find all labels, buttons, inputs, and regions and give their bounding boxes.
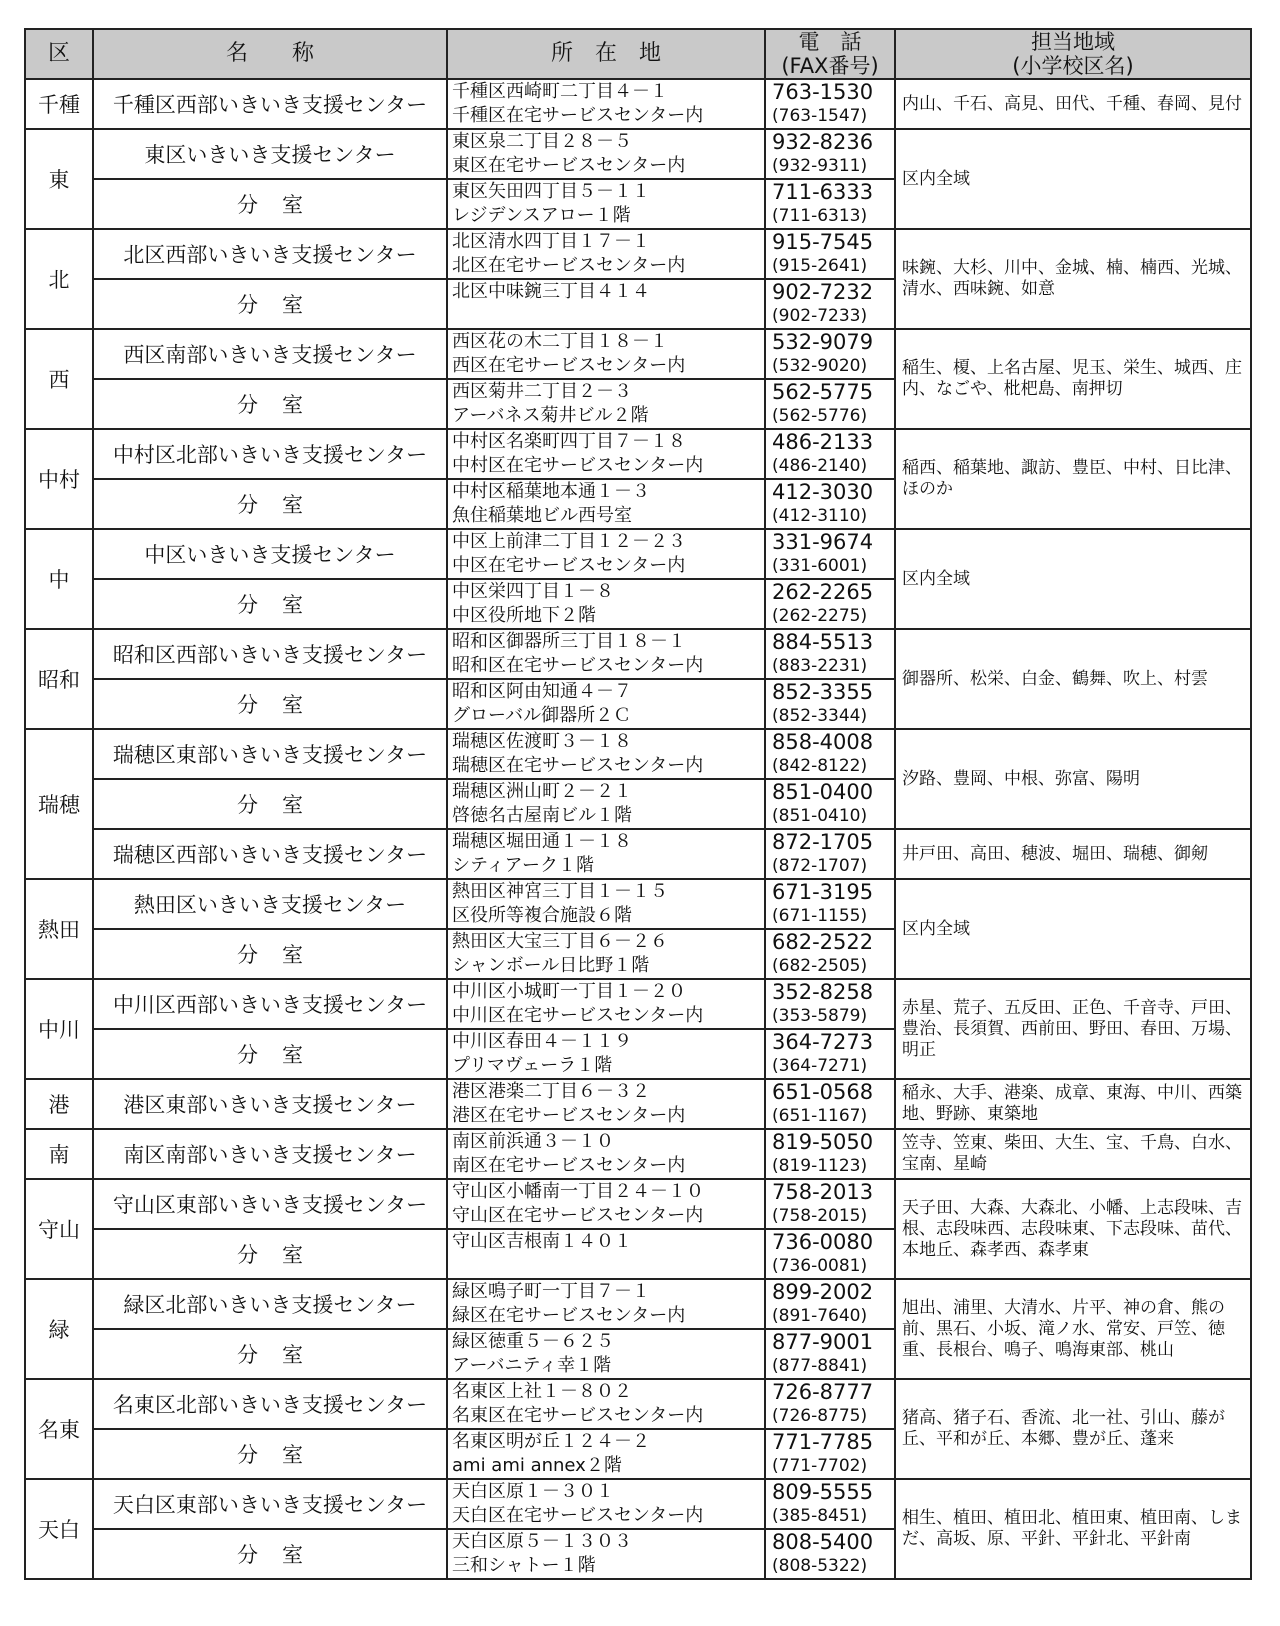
phone-cell [765,179,895,229]
phone-cell [765,629,895,679]
address-cell [447,1079,765,1129]
phone-number: 915-7545 [772,230,874,254]
center-name-cell: 分室 [93,779,447,829]
address-line: 中区上前津二丁目１２－２３ [452,531,686,552]
address-line: 瑞穂区堀田通１－１８ [452,831,632,852]
address-sub-line: 西区在宅サービスセンター内 [452,355,686,376]
address-cell [447,629,765,679]
phone-cell [765,379,895,429]
service-area-cell: 井戸田、高田、穂波、堀田、瑞穂、御剱 [895,829,1251,879]
address-line: 中区栄四丁目１－８ [452,581,614,602]
ward-group [25,629,1251,729]
phone-number: 852-3355 [772,680,874,704]
ward-group [25,1179,1251,1279]
table-row [25,79,1251,129]
center-name-cell: 昭和区西部いきいき支援センター [93,629,447,679]
fax-number: (842-8122) [772,756,868,776]
center-name-cell: 中区いきいき支援センター [93,529,447,579]
table-row [25,129,1251,179]
phone-cell [765,479,895,529]
ward-cell: 西 [25,329,93,429]
center-name-cell: 分室 [93,1429,447,1479]
address-cell [447,1229,765,1279]
address-line: 熱田区神宮三丁目１－１５ [452,881,668,902]
phone-number: 736-0080 [772,1230,874,1254]
table-row [25,829,1251,879]
center-name-cell: 千種区西部いきいき支援センター [93,79,447,129]
phone-number: 562-5775 [772,380,874,404]
address-sub-line: アーバネス菊井ビル２階 [452,405,649,426]
address-line: 中川区春田４－１１９ [452,1031,632,1052]
address-line: 西区花の木二丁目１８－１ [452,331,668,352]
phone-number: 877-9001 [772,1330,874,1354]
ward-group [25,729,1251,879]
phone-number: 902-7232 [772,280,874,304]
phone-number: 758-2013 [772,1180,874,1204]
fax-number: (682-2505) [772,956,868,976]
address-cell [447,79,765,129]
ward-cell: 港 [25,1079,93,1129]
center-name-cell: 分室 [93,579,447,629]
ward-cell: 東 [25,129,93,229]
address-line: 熱田区大宝三丁目６－２６ [452,931,668,952]
fax-number: (562-5776) [772,406,868,426]
fax-number: (651-1167) [772,1106,868,1126]
phone-cell [765,429,895,479]
phone-cell [765,579,895,629]
address-cell [447,129,765,179]
ward-cell: 瑞穂 [25,729,93,879]
table-row [25,1129,1251,1179]
ward-group [25,129,1251,229]
ward-group [25,879,1251,979]
phone-cell [765,1529,895,1579]
address-cell [447,1279,765,1329]
ward-group [25,79,1251,129]
fax-number: (364-7271) [772,1056,868,1076]
address-cell [447,579,765,629]
phone-cell [765,329,895,379]
header-ward: 区 [25,29,93,79]
table-row [25,979,1251,1029]
header-row [25,29,1251,79]
center-name-cell: 東区いきいき支援センター [93,129,447,179]
fax-number: (852-3344) [772,706,868,726]
center-name-cell: 分室 [93,179,447,229]
center-name-cell: 名東区北部いきいき支援センター [93,1379,447,1429]
address-sub-line: 魚住稲葉地ビル西号室 [452,505,632,526]
ward-cell: 千種 [25,79,93,129]
fax-number: (771-7702) [772,1456,868,1476]
fax-number: (532-9020) [772,356,868,376]
service-area-cell: 区内全域 [895,129,1251,229]
address-cell [447,1129,765,1179]
ward-cell: 中 [25,529,93,629]
phone-cell [765,879,895,929]
header-tel-label: 電 話 [798,30,862,54]
table-row [25,1479,1251,1529]
phone-number: 532-9079 [772,330,874,354]
address-sub-line [452,1254,764,1278]
phone-cell [765,729,895,779]
address-line: 中川区小城町一丁目１－２０ [452,981,686,1002]
center-name-cell: 緑区北部いきいき支援センター [93,1279,447,1329]
phone-cell [765,129,895,179]
phone-cell [765,79,895,129]
phone-cell [765,229,895,279]
address-line: 名東区明が丘１２４－２ [452,1431,650,1452]
table-row [25,629,1251,679]
ward-cell: 中村 [25,429,93,529]
address-line: 西区菊井二丁目２－３ [452,381,632,402]
address-line: 昭和区御器所三丁目１８－１ [452,631,686,652]
service-area-cell: 稲生、榎、上名古屋、児玉、栄生、城西、庄内、なごや、枇杷島、南押切 [895,329,1251,429]
table-row [25,1079,1251,1129]
fax-number: (262-2275) [772,606,868,626]
address-line: 北区中味鋺三丁目４１４ [452,281,650,302]
fax-number: (902-7233) [772,306,868,326]
address-cell [447,1029,765,1079]
ward-group [25,1379,1251,1479]
address-cell [447,529,765,579]
center-name-cell: 分室 [93,679,447,729]
address-line: 東区泉二丁目２８－５ [452,131,632,152]
address-sub-line: アーバニティ幸１階 [452,1355,612,1376]
ward-cell: 北 [25,229,93,329]
service-area-cell: 味鋺、大杉、川中、金城、楠、楠西、光城、清水、西味鋺、如意 [895,229,1251,329]
address-cell [447,1529,765,1579]
phone-number: 726-8777 [772,1380,874,1404]
fax-number: (915-2641) [772,256,868,276]
center-name-cell: 瑞穂区西部いきいき支援センター [93,829,447,879]
address-line: 名東区上社１－８０２ [452,1381,632,1402]
ward-cell: 名東 [25,1379,93,1479]
ward-cell: 熱田 [25,879,93,979]
address-sub-line: シティアーク１階 [452,855,595,876]
ward-group [25,979,1251,1079]
address-line: 中村区名楽町四丁目７－１８ [452,431,686,452]
address-sub-line: 中村区在宅サービスセンター内 [452,455,704,476]
address-sub-line: グローバル御器所２Ｃ [452,705,632,726]
service-area-cell: 天子田、大森、大森北、小幡、上志段味、吉根、志段味西、志段味東、下志段味、苗代、本地丘、森孝西、森孝東 [895,1179,1251,1279]
center-name-cell: 分室 [93,1229,447,1279]
address-sub-line: プリマヴェーラ１階 [452,1055,613,1076]
address-cell [447,379,765,429]
address-cell [447,929,765,979]
service-area-cell: 猪高、猪子石、香流、北一社、引山、藤が丘、平和が丘、本郷、豊が丘、蓬来 [895,1379,1251,1479]
fax-number: (877-8841) [772,1356,868,1376]
header-name: 名 称 [93,29,447,79]
ward-group [25,1129,1251,1179]
address-line: 天白区原１－３０１ [452,1481,614,1502]
address-sub-line: 天白区在宅サービスセンター内 [452,1505,704,1526]
center-table [24,28,1252,1580]
address-sub-line: 区役所等複合施設６階 [452,905,632,926]
phone-number: 809-5555 [772,1480,874,1504]
address-cell [447,1479,765,1529]
address-sub-line: 北区在宅サービスセンター内 [452,255,686,276]
fax-number: (385-8451) [772,1506,868,1526]
address-line: 北区清水四丁目１７－１ [452,231,650,252]
table-row [25,879,1251,929]
table-row [25,329,1251,379]
phone-cell [765,1479,895,1529]
fax-number: (726-8775) [772,1406,868,1426]
table-row [25,529,1251,579]
phone-number: 352-8258 [772,980,874,1004]
fax-number: (891-7640) [772,1306,868,1326]
center-name-cell: 北区西部いきいき支援センター [93,229,447,279]
phone-number: 932-8236 [772,130,874,154]
address-line: 守山区小幡南一丁目２４－１０ [452,1181,704,1202]
address-cell [447,729,765,779]
address-cell [447,229,765,279]
phone-cell [765,1079,895,1129]
address-sub-line: 中区在宅サービスセンター内 [452,555,686,576]
phone-number: 771-7785 [772,1430,874,1454]
ward-cell: 天白 [25,1479,93,1579]
phone-number: 858-4008 [772,730,874,754]
service-area-cell: 区内全域 [895,879,1251,979]
fax-number: (331-6001) [772,556,868,576]
phone-cell [765,1329,895,1379]
fax-number: (412-3110) [772,506,868,526]
fax-number: (486-2140) [772,456,868,476]
phone-cell [765,1129,895,1179]
address-sub-line: 三和シャトー１階 [452,1555,596,1576]
phone-number: 899-2002 [772,1280,874,1304]
ward-cell: 昭和 [25,629,93,729]
service-area-cell: 赤星、荒子、五反田、正色、千音寺、戸田、豊治、長須賀、西前田、野田、春田、万場、明正 [895,979,1251,1079]
phone-cell [765,1429,895,1479]
table-row [25,1179,1251,1229]
ward-cell: 緑 [25,1279,93,1379]
address-line: 千種区西崎町二丁目４－１ [452,81,668,102]
fax-number: (808-5322) [772,1556,868,1576]
center-name-cell: 分室 [93,1029,447,1079]
ward-group [25,429,1251,529]
address-sub-line: ami ami annex２階 [452,1455,622,1476]
phone-number: 872-1705 [772,830,874,854]
phone-number: 851-0400 [772,780,874,804]
address-line: 守山区吉根南１４０１ [452,1231,632,1252]
address-cell [447,829,765,879]
fax-number: (819-1123) [772,1156,868,1176]
phone-number: 763-1530 [772,80,874,104]
center-name-cell: 分室 [93,279,447,329]
address-sub-line: 千種区在宅サービスセンター内 [452,105,704,126]
fax-number: (883-2231) [772,656,868,676]
ward-group [25,529,1251,629]
fax-number: (671-1155) [772,906,868,926]
center-name-cell: 分室 [93,479,447,529]
header-fax-label: (FAX番号) [781,54,879,78]
address-cell [447,1329,765,1379]
center-name-cell: 分室 [93,1329,447,1379]
service-area-cell: 稲永、大手、港楽、成章、東海、中川、西築地、野跡、東築地 [895,1079,1251,1129]
service-area-cell: 相生、植田、植田北、植田東、植田南、しまだ、高坂、原、平針、平針北、平針南 [895,1479,1251,1579]
phone-number: 412-3030 [772,480,874,504]
header-area-sub-label: (小学校区名) [1012,54,1134,78]
header-tel [765,29,895,79]
address-line: 中村区稲葉地本通１－３ [452,481,650,502]
address-line: 港区港楽二丁目６－３２ [452,1081,650,1102]
address-sub-line: 瑞穂区在宅サービスセンター内 [452,755,704,776]
ward-group [25,329,1251,429]
fax-number: (851-0410) [772,806,868,826]
address-cell [447,1429,765,1479]
ward-cell: 守山 [25,1179,93,1279]
phone-number: 671-3195 [772,880,874,904]
phone-cell [765,829,895,879]
phone-cell [765,1229,895,1279]
phone-number: 486-2133 [772,430,874,454]
address-sub-line: シャンボール日比野１階 [452,955,650,976]
address-sub-line: レジデンスアロー１階 [452,205,631,226]
address-sub-line [452,304,764,328]
address-cell [447,879,765,929]
address-sub-line: 守山区在宅サービスセンター内 [452,1205,704,1226]
center-name-cell: 分室 [93,379,447,429]
service-area-cell: 旭出、浦里、大清水、片平、神の倉、熊の前、黒石、小坂、滝ノ水、常安、戸笠、徳重、長根台、鳴子、鳴海東部、桃山 [895,1279,1251,1379]
address-cell [447,679,765,729]
ward-group [25,1079,1251,1129]
center-name-cell: 中村区北部いきいき支援センター [93,429,447,479]
address-sub-line: 中区役所地下２階 [452,605,596,626]
table-row [25,729,1251,779]
ward-group [25,229,1251,329]
address-line: 瑞穂区佐渡町３－１８ [452,731,632,752]
address-line: 緑区徳重５－６２５ [452,1331,614,1352]
table-row [25,429,1251,479]
address-sub-line: 東区在宅サービスセンター内 [452,155,686,176]
address-cell [447,779,765,829]
table-row [25,1279,1251,1329]
phone-cell [765,1379,895,1429]
phone-number: 682-2522 [772,930,874,954]
address-line: 天白区原５－１３０３ [452,1531,632,1552]
fax-number: (932-9311) [772,156,868,176]
address-line: 瑞穂区洲山町２－２１ [452,781,632,802]
phone-cell [765,529,895,579]
center-name-cell: 分室 [93,929,447,979]
center-name-cell: 港区東部いきいき支援センター [93,1079,447,1129]
header-area [895,29,1251,79]
address-sub-line: 名東区在宅サービスセンター内 [452,1405,704,1426]
service-area-cell: 内山、千石、高見、田代、千種、春岡、見付 [895,79,1251,129]
service-area-cell: 区内全域 [895,529,1251,629]
center-name-cell: 瑞穂区東部いきいき支援センター [93,729,447,779]
address-cell [447,179,765,229]
fax-number: (353-5879) [772,1006,868,1026]
ward-cell: 中川 [25,979,93,1079]
ward-group [25,1479,1251,1579]
phone-cell [765,1029,895,1079]
service-area-cell: 御器所、松栄、白金、鶴舞、吹上、村雲 [895,629,1251,729]
ward-cell: 南 [25,1129,93,1179]
phone-cell [765,979,895,1029]
center-name-cell: 天白区東部いきいき支援センター [93,1479,447,1529]
phone-number: 711-6333 [772,180,874,204]
phone-number: 808-5400 [772,1530,874,1554]
phone-number: 819-5050 [772,1130,874,1154]
phone-cell [765,1179,895,1229]
service-area-cell: 汐路、豊岡、中根、弥富、陽明 [895,729,1251,829]
address-sub-line: 昭和区在宅サービスセンター内 [452,655,704,676]
center-name-cell: 守山区東部いきいき支援センター [93,1179,447,1229]
address-sub-line: 中川区在宅サービスセンター内 [452,1005,704,1026]
address-sub-line: 港区在宅サービスセンター内 [452,1105,686,1126]
address-cell [447,1179,765,1229]
header-address: 所 在 地 [447,29,765,79]
ward-group [25,1279,1251,1379]
service-area-cell: 笠寺、笠東、柴田、大生、宝、千鳥、白水、宝南、星崎 [895,1129,1251,1179]
address-cell [447,979,765,1029]
phone-cell [765,779,895,829]
phone-cell [765,679,895,729]
phone-number: 262-2265 [772,580,874,604]
address-line: 南区前浜通３－１０ [452,1131,614,1152]
fax-number: (763-1547) [772,106,868,126]
address-line: 緑区鳴子町一丁目７－１ [452,1281,650,1302]
fax-number: (711-6313) [772,206,868,226]
phone-number: 364-7273 [772,1030,874,1054]
header-area-label: 担当地域 [1031,30,1115,54]
address-sub-line: 啓徳名古屋南ビル１階 [452,805,632,826]
table-row [25,229,1251,279]
phone-number: 331-9674 [772,530,874,554]
phone-number: 651-0568 [772,1080,874,1104]
phone-cell [765,929,895,979]
address-cell [447,329,765,379]
table-row [25,1379,1251,1429]
address-cell [447,279,765,329]
center-name-cell: 西区南部いきいき支援センター [93,329,447,379]
center-directory [24,28,1250,1580]
center-name-cell: 中川区西部いきいき支援センター [93,979,447,1029]
address-sub-line: 緑区在宅サービスセンター内 [452,1305,686,1326]
center-name-cell: 分室 [93,1529,447,1579]
address-sub-line: 南区在宅サービスセンター内 [452,1155,686,1176]
fax-number: (736-0081) [772,1256,868,1276]
fax-number: (758-2015) [772,1206,868,1226]
address-line: 昭和区阿由知通４－７ [452,681,632,702]
phone-cell [765,1279,895,1329]
phone-cell [765,279,895,329]
phone-number: 884-5513 [772,630,874,654]
center-name-cell: 熱田区いきいき支援センター [93,879,447,929]
fax-number: (872-1707) [772,856,868,876]
address-cell [447,429,765,479]
address-cell [447,479,765,529]
address-line: 東区矢田四丁目５－１１ [452,181,650,202]
address-cell [447,1379,765,1429]
center-name-cell: 南区南部いきいき支援センター [93,1129,447,1179]
service-area-cell: 稲西、稲葉地、諏訪、豊臣、中村、日比津、ほのか [895,429,1251,529]
